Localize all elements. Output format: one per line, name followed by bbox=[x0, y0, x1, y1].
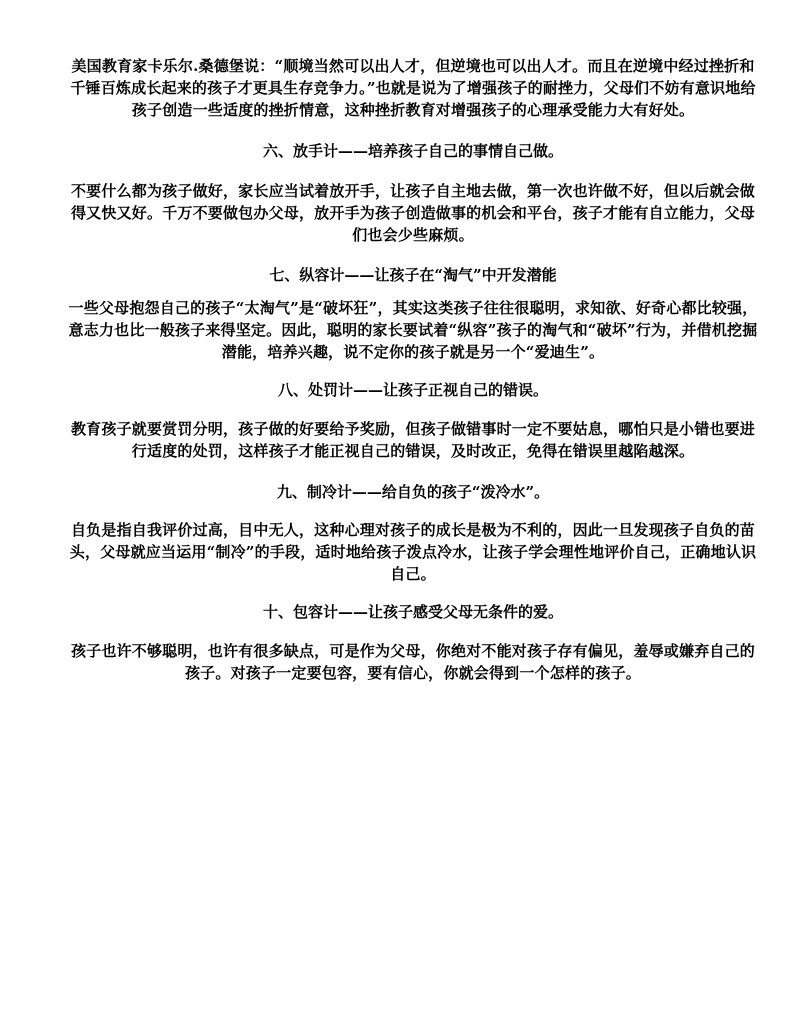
section-seven-heading: 七、纵容计——让孩子在“淘气”中开发潜能 bbox=[269, 266, 557, 284]
section-nine-paragraph: 自负是指自我评价过高，目中无人，这种心理对孩子的成长是极为不利的，因此一旦发现孩子自负的苗头，父母就应当运用“制冷”的手段，适时地给孩子泼点冷水，让孩子学会理性地评价自己，正确地认识自己。 bbox=[69, 521, 757, 583]
section-eight-paragraph: 教育孩子就要赏罚分明，孩子做的好要给予奖励，但孩子做错事时一定不要姑息，哪怕只是小错也要进行适度的处罚，这样孩子才能正视自己的错误，及时改正，免得在错误里越陷越深。 bbox=[70, 420, 755, 460]
section-ten-heading: 十、包容计——让孩子感受父母无条件的爱。 bbox=[262, 603, 563, 621]
section-nine-heading: 九、制冷计——给自负的孩子“泼冷水”。 bbox=[276, 483, 550, 501]
section-six-paragraph: 不要什么都为孩子做好，家长应当试着放开手，让孩子自主地去做，第一次也许做不好，但以后就会做得又快又好。千万不要做包办父母，放开手为孩子创造做事的机会和平台，孩子才能有自立能力，父母们也会少些麻烦。 bbox=[70, 182, 755, 244]
section-ten-paragraph: 孩子也许不够聪明，也许有很多缺点，可是作为父母，你绝对不能对孩子存有偏见，羞辱或嫌弃自己的孩子。对孩子一定要包容，要有信心，你就会得到一个怎样的孩子。 bbox=[70, 642, 755, 682]
section-eight-heading: 八、处罚计——让孩子正视自己的错误。 bbox=[277, 381, 548, 399]
section-six-heading: 六、放手计——培养孩子自己的事情自己做。 bbox=[262, 142, 563, 160]
intro-paragraph: 美国教育家卡乐尔.桑德堡说：“顺境当然可以出人才，但逆境也可以出人才。而且在逆境中经过挫折和千锤百炼成长起来的孩子才更具生存竞争力。”也就是说为了增强孩子的耐挫力，父母们不妨有意识地给孩子创造一些适度的挫折情意，这种挫折教育对增强孩子的心理承受能力大有好处。 bbox=[70, 57, 756, 119]
section-seven-paragraph: 一些父母抱怨自己的孩子“太淘气”是“破坏狂”，其实这类孩子往往很聪明，求知欲、好奇心都比较强，意志力也比一般孩子来得坚定。因此，聪明的家长要试着“纵容”孩子的淘气和“破坏”行为，并借机挖掘潜能，培养兴趣，说不定你的孩子就是另一个“爱迪生”。 bbox=[68, 299, 758, 361]
